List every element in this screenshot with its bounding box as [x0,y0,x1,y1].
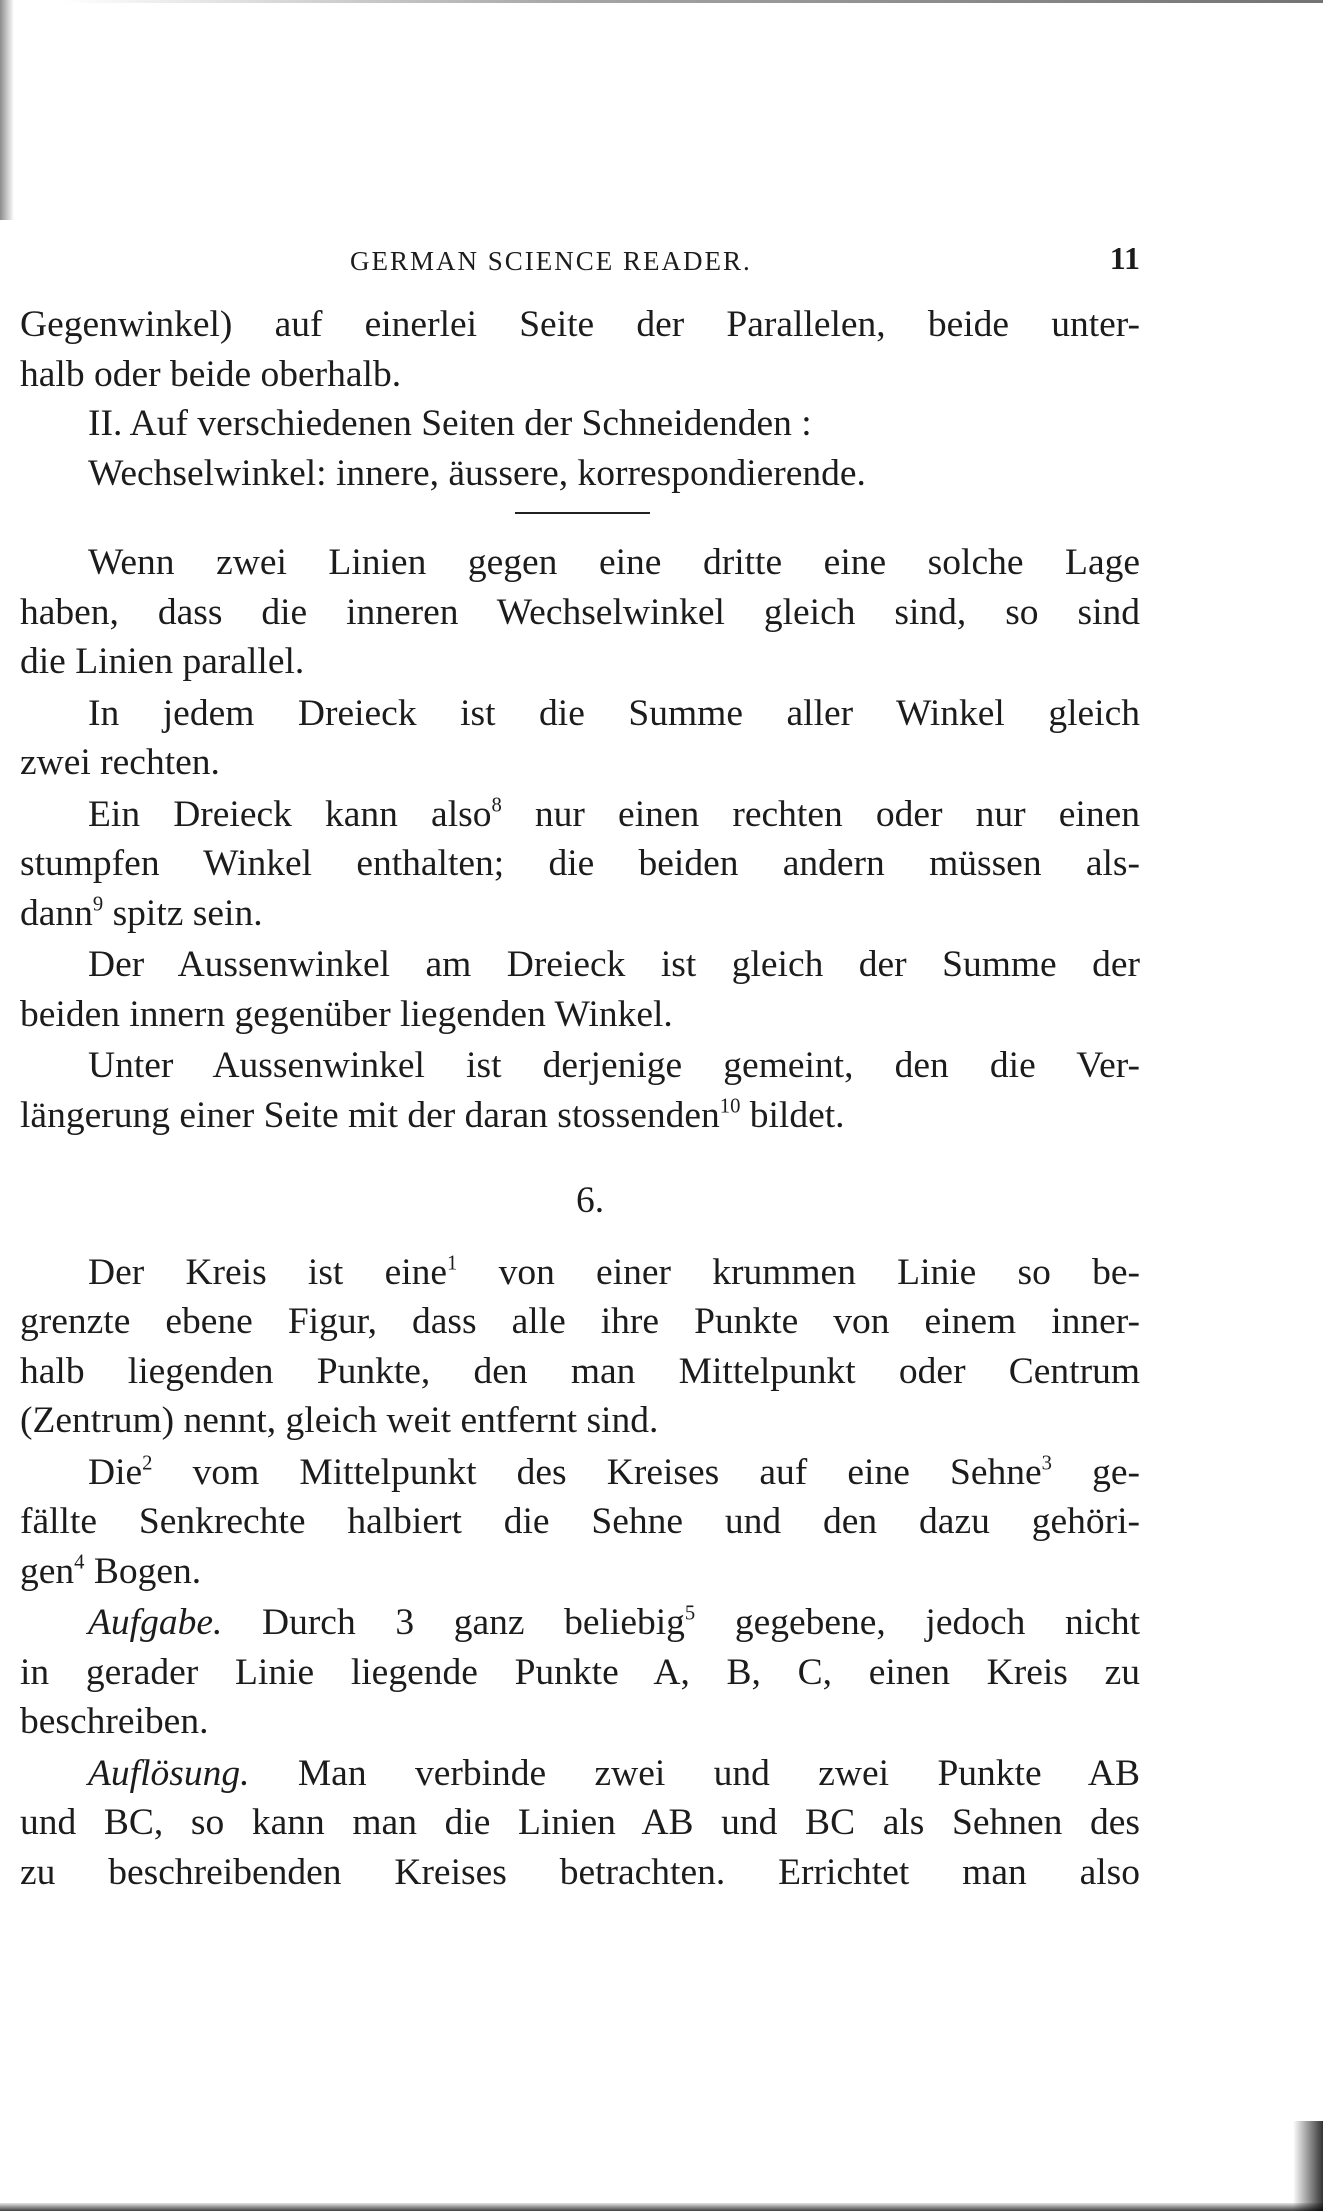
text-line: zu beschreibenden Kreises betrachten. Errichtet man also [20,1851,1140,1893]
text-segment: Durch 3 ganz beliebig [222,1602,685,1643]
paragraph-aufgabe [20,1598,1140,1747]
text-segment: dann [20,892,93,934]
text-line: Unter Aussenwinkel ist derjenige gemeint, den die Ver- [88,1045,1140,1086]
paragraph-unter [20,1041,1140,1140]
text-line [20,1091,1140,1141]
text-line: II. Auf verschiedenen Seiten der Schneidenden : [88,403,812,444]
text-line: halb oder beide oberhalb. [20,353,402,395]
scan-edge-left [0,0,14,220]
text-segment: Man verbinde zwei und zwei Punkte AB [249,1752,1140,1794]
text-line: fällte Senkrechte halbiert die Sehne und den dazu gehöri- [20,1501,1140,1542]
section-number: 6. [575,1180,605,1221]
running-title: GERMAN SCIENCE READER. [350,246,752,276]
text-line [20,1749,1140,1799]
text-segment: vom Mittelpunkt des Kreises auf eine Sehne [152,1451,1042,1493]
text-segment: bildet. [740,1094,845,1136]
paragraph-continuation [20,300,1140,399]
footnote-marker: 5 [684,1602,696,1625]
paragraph-dreieck-winkel [20,790,1140,939]
text-line [20,1598,1140,1648]
paragraph-aufloesung [20,1749,1140,1898]
footnote-marker: 4 [74,1551,85,1574]
text-segment: gen [20,1550,75,1592]
paragraph-parallel [20,538,1140,687]
text-line [20,1448,1140,1498]
footnote-marker: 1 [447,1252,458,1275]
text-line: Wenn zwei Linien gegen eine dritte eine solche Lage [88,542,1140,583]
text-segment: von einer krummen Linie so be- [457,1251,1141,1293]
text-line: haben, dass die inneren Wechselwinkel gleich sind, so sind [20,591,1140,633]
text-line: grenzte ebene Figur, dass alle ihre Punkte von einem inner- [20,1301,1140,1342]
item-ii [20,399,1140,498]
text-line: stumpfen Winkel enthalten; die beiden andern müssen als- [20,843,1140,884]
aufloesung-label: Auflösung. [88,1752,250,1794]
text-line: beiden innern gegenüber liegenden Winkel. [20,993,673,1035]
text-segment: Die [88,1451,143,1493]
paragraph-senkrechte [20,1448,1140,1597]
body-text [20,300,1140,1897]
text-line: Wechselwinkel: innere, äussere, korrespondierende. [88,452,866,494]
text-segment: gegebene, jedoch nicht [695,1602,1140,1643]
text-segment: spitz sein. [103,892,263,934]
scan-edge-bottom [0,2203,1323,2211]
footnote-marker: 3 [1041,1452,1052,1475]
text-line: Gegenwinkel) auf einerlei Seite der Parallelen, beide unter- [20,304,1140,345]
paragraph-aussenwinkel [20,940,1140,1039]
footnote-marker: 2 [142,1452,153,1475]
scan-edge-top [60,0,1323,3]
text-line: Der Aussenwinkel am Dreieck ist gleich der Summe der [88,944,1140,985]
text-line [20,1248,1140,1298]
text-segment: Der Kreis ist eine [88,1251,448,1293]
text-line: (Zentrum) nennt, gleich weit entfernt sind. [20,1400,659,1441]
footnote-marker: 9 [92,893,104,916]
footnote-marker: 10 [719,1095,741,1118]
text-line: die Linien parallel. [20,641,305,682]
section-divider [515,512,650,514]
text-line: In jedem Dreieck ist die Summe aller Winkel gleich [88,692,1140,734]
text-segment: längerung einer Seite mit der daran stossenden [20,1094,720,1136]
paragraph-dreieck-summe [20,689,1140,788]
page-number: 11 [1109,240,1140,276]
text-line: halb liegenden Punkte, den man Mittelpunkt oder Centrum [20,1350,1140,1392]
text-line: in gerader Linie liegende Punkte A, B, C, einen Kreis zu [20,1651,1140,1693]
text-line [20,790,1140,840]
paragraph-kreis [20,1248,1140,1446]
aufgabe-label: Aufgabe. [88,1602,223,1643]
text-segment: Bogen. [84,1550,202,1592]
running-head [20,240,1140,280]
footnote-marker: 8 [491,794,502,817]
text-line: beschreiben. [20,1701,209,1742]
text-segment: nur einen rechten oder nur einen [501,793,1140,835]
text-line: zwei rechten. [20,742,220,783]
text-line: und BC, so kann man die Linien AB und BC als Sehnen des [20,1802,1140,1843]
text-segment: Ein Dreieck kann also [88,793,492,835]
scan-edge-corner [1293,2121,1323,2211]
text-line [20,889,1140,939]
text-line [20,1547,1140,1597]
text-segment: ge- [1051,1451,1140,1493]
